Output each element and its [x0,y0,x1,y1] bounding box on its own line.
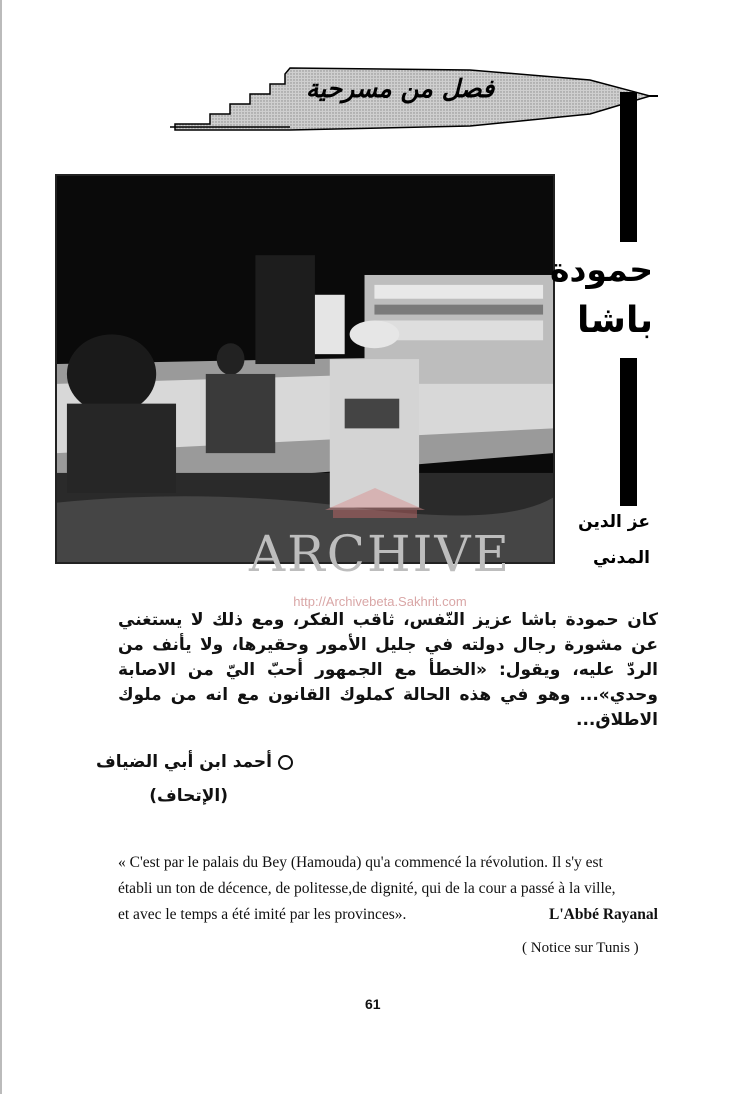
citation-source [96,752,293,772]
body-paragraph: كان حمودة باشا عزيز النّفس، ثاقب الفكر، ومع ذلك لا يستغني عن مشورة رجال دولته في جليل الأمور وحقيرها، ولا يأنف من الردّ عليه، ويقول: «الخطأ مع الجمهور أحبّ اليّ من الاصابة وحدي»... وهو في هذه الحالة كملوك القانون مع انه من ملوك الاطلاق... [118,610,658,730]
watermark-title: ARCHIVE [249,525,511,583]
watermark-url: http://Archivebeta.Sakhrit.com [293,594,467,609]
banner-title: فصل من مسرحية [305,74,495,103]
citation-book: (الإتحاف) [149,786,228,806]
french-quote-notice: ( Notice sur Tunis ) [522,940,639,956]
decorative-bar-bottom [620,358,637,506]
page-number: 61 [365,996,381,1012]
french-quote [118,850,658,928]
french-quote-author: L'Abbé Rayanal [549,906,658,923]
citation-source-text: أحمد ابن أبي الضياف [95,752,272,772]
french-quote-line1: « C'est par le palais du Bey (Hamouda) qu'a commencé la révolution. Il s'y est [118,854,603,871]
author-name-line1: عز الدين [578,512,650,532]
author-name-line2: المدني [592,548,650,568]
article-title-line1: حمودة [549,250,653,289]
circle-bullet-icon [278,755,293,770]
french-quote-line2: établi un ton de décence, de politesse,de dignité, qui de la cour a passé à la ville, [118,880,616,897]
french-quote-line3: et avec le temps a été imité par les provinces». [118,906,407,923]
page-edge [0,0,2,1094]
article-title-line2: باشا [577,300,653,341]
decorative-bar-top [620,92,637,242]
archive-logo-icon [305,480,445,520]
